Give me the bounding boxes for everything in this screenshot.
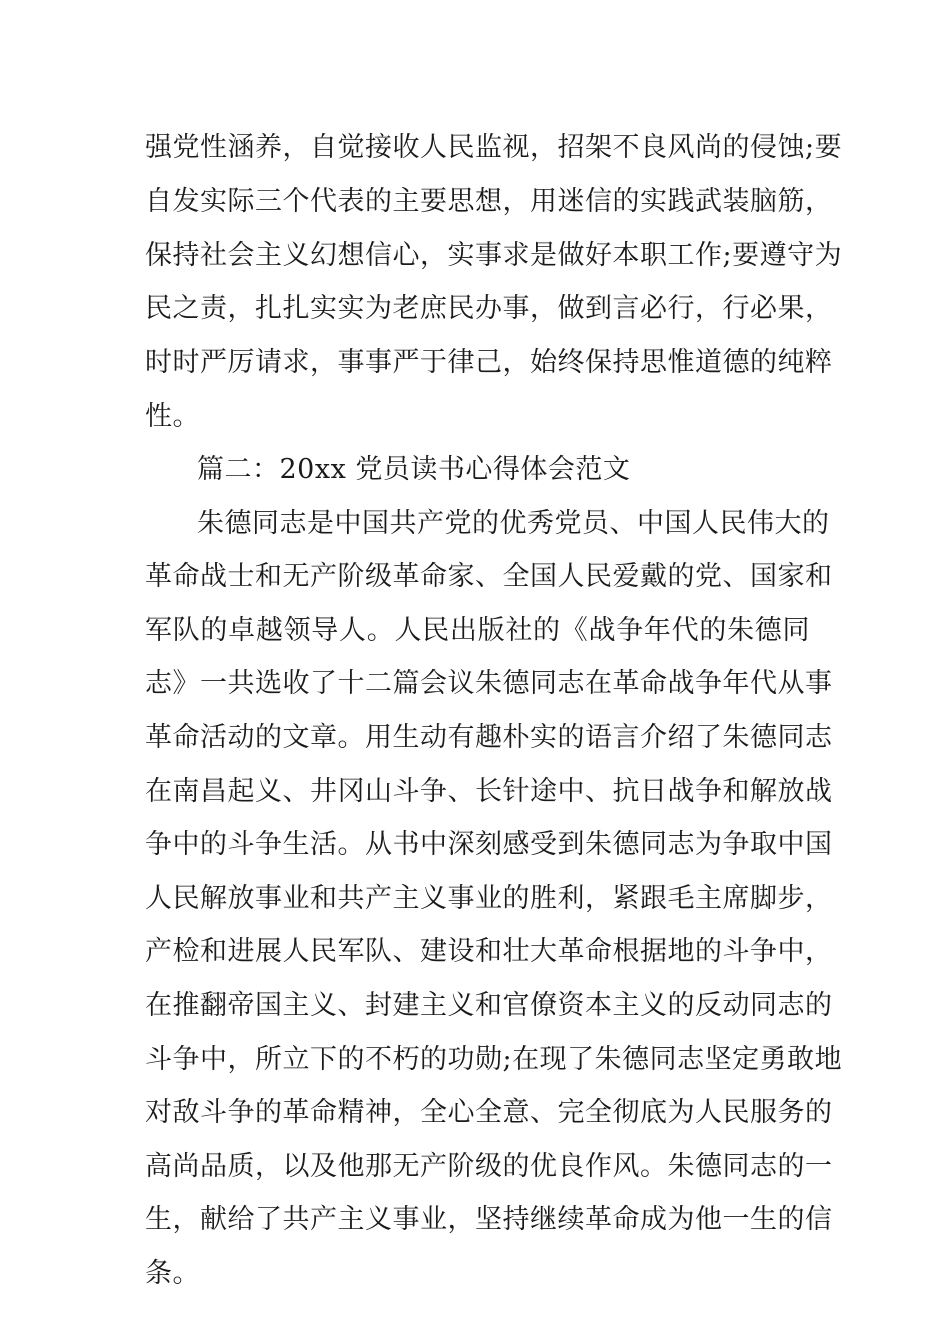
paragraph-2-line-1: 朱德同志是中国共产党的优秀党员、中国人民伟大的	[197, 508, 830, 539]
paragraph-2-line-10: 在推翻帝国主义、封建主义和官僚资本主义的反动同志的	[145, 990, 833, 1021]
paragraph-1-line-2: 自发实际三个代表的主要思想，用迷信的实践武装脑筋，	[145, 186, 833, 217]
paragraph-2-line-11: 斗争中，所立下的不朽的功勋;在现了朱德同志坚定勇敢地	[145, 1044, 843, 1075]
paragraph-2-line-14: 生，献给了共产主义事业，坚持继续革命成为他一生的信	[145, 1204, 833, 1235]
paragraph-1-line-5: 时时严厉请求，事事严于律己，始终保持思惟道德的纯粹	[145, 347, 833, 378]
paragraph-2-line-12: 对敌斗争的革命精神，全心全意、完全彻底为人民服务的	[145, 1097, 833, 1128]
paragraph-2-line-4: 志》一共选收了十二篇会议朱德同志在革命战争年代从事	[145, 668, 833, 699]
paragraph-2-line-7: 争中的斗争生活。从书中深刻感受到朱德同志为争取中国	[145, 829, 833, 860]
paragraph-2-line-15: 条。	[145, 1258, 200, 1289]
paragraph-2-line-3: 军队的卓越领导人。人民出版社的《战争年代的朱德同	[145, 615, 810, 646]
paragraph-2-line-2: 革命战士和无产阶级革命家、全国人民爱戴的党、国家和	[145, 561, 833, 592]
paragraph-2-line-6: 在南昌起义、井冈山斗争、长针途中、抗日战争和解放战	[145, 776, 833, 807]
paragraph-1-line-4: 民之责，扎扎实实为老庶民办事，做到言必行，行必果，	[145, 293, 833, 324]
paragraph-2-line-5: 革命活动的文章。用生动有趣朴实的语言介绍了朱德同志	[145, 722, 833, 753]
section-heading: 篇二：20xx 党员读书心得体会范文	[197, 454, 631, 485]
paragraph-2-line-8: 人民解放事业和共产主义事业的胜利，紧跟毛主席脚步，	[145, 883, 833, 914]
paragraph-2-line-13: 高尚品质，以及他那无产阶级的优良作风。朱德同志的一	[145, 1151, 833, 1182]
paragraph-2-line-9: 产检和进展人民军队、建设和壮大革命根据地的斗争中，	[145, 936, 833, 967]
paragraph-1-line-6: 性。	[145, 401, 200, 432]
paragraph-1-line-3: 保持社会主义幻想信心，实事求是做好本职工作;要遵守为	[145, 240, 843, 271]
paragraph-1-line-1: 强党性涵养，自觉接收人民监视，招架不良风尚的侵蚀;要	[145, 132, 843, 163]
